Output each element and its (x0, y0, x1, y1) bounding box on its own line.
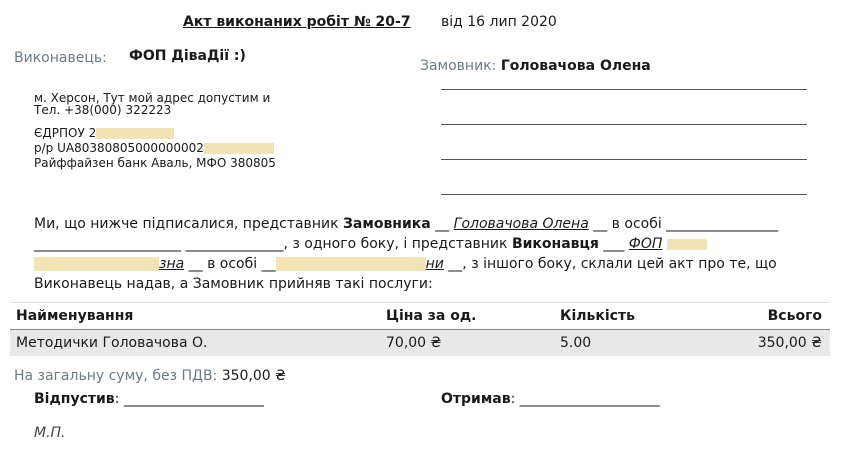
cell-name: Методички Головачова О. (16, 335, 208, 351)
services-table (10, 302, 830, 356)
received-label: Отримав (441, 391, 511, 407)
cell-qty: 5.00 (560, 335, 592, 351)
executor-label: Виконавець: (14, 50, 107, 66)
col-header-name: Найменування (16, 308, 134, 324)
stamp-placeholder: М.П. (34, 425, 66, 441)
executor-bank: Райффайзен банк Аваль, МФО 380805 (34, 156, 276, 170)
paragraph-line-3 (34, 253, 777, 275)
customer-detail-line (441, 89, 807, 90)
released-line: : ____________________ (114, 391, 264, 407)
paragraph-line-4: Виконавець надав, а Замовник прийняв такі послуги: (34, 276, 433, 292)
para-text: _____________________ ______________ (34, 236, 284, 252)
total-label: На загальну суму, без ПДВ: (14, 368, 218, 384)
para-customer-name: Головачова Олена (453, 216, 589, 232)
redaction-mark (667, 239, 707, 250)
redaction-mark (204, 143, 274, 154)
para-text: __ в особі ________________ (588, 216, 779, 232)
paragraph-line-2 (34, 233, 707, 255)
para-text: ___ (598, 236, 629, 252)
para-text: __ (430, 216, 454, 232)
redaction-mark (276, 257, 426, 271)
col-header-qty: Кількість (560, 308, 635, 324)
para-bold: Виконавця (511, 236, 599, 252)
para-text: ни (425, 256, 444, 272)
total-line (14, 368, 286, 384)
para-text: Ми, що нижче підписалися, представник (34, 216, 343, 232)
para-text: , з одного боку, і представник (283, 236, 512, 252)
executor-phone: Тел. +38(000) 322223 (34, 103, 172, 117)
customer-block (420, 58, 651, 74)
col-header-price: Ціна за од. (386, 308, 477, 324)
redaction-mark (34, 257, 159, 271)
released-signature (34, 391, 264, 407)
act-title: Акт виконаних робіт № 20-7 (183, 14, 411, 30)
customer-detail-line (441, 159, 807, 160)
cell-price: 70,00 ₴ (386, 335, 442, 351)
executor-address: м. Херсон, Тут мой адрес допустим и (34, 91, 271, 105)
executor-name: ФОП ДіваДії :) (129, 48, 246, 64)
executor-edrpou (34, 126, 174, 140)
total-value: 350,00 ₴ (221, 368, 286, 384)
received-signature (441, 391, 660, 407)
customer-name: Головачова Олена (500, 58, 651, 74)
para-bold: Замовника (342, 216, 431, 232)
customer-label: Замовник: (420, 58, 497, 74)
cell-total: 350,00 ₴ (757, 335, 822, 351)
received-line: : ____________________ (510, 391, 660, 407)
para-text: __ в особі __ (184, 256, 276, 272)
redaction-mark (96, 128, 174, 139)
customer-detail-line (441, 124, 807, 125)
para-text: зна (159, 256, 185, 272)
edrpou-text: ЄДРПОУ 2 (34, 126, 97, 140)
para-executor-name: ФОП (628, 236, 663, 252)
customer-detail-line (441, 194, 807, 195)
table-header-row (10, 302, 830, 330)
act-date: від 16 лип 2020 (441, 14, 557, 30)
released-label: Відпустив (34, 391, 115, 407)
col-header-total: Всього (767, 308, 822, 324)
executor-account (34, 141, 274, 155)
para-text: __, з іншого боку, склали цей акт про те, що (443, 256, 777, 272)
paragraph-line-1 (34, 213, 778, 235)
account-text: р/р UA80380805000000002 (34, 141, 204, 155)
table-row (10, 330, 830, 356)
